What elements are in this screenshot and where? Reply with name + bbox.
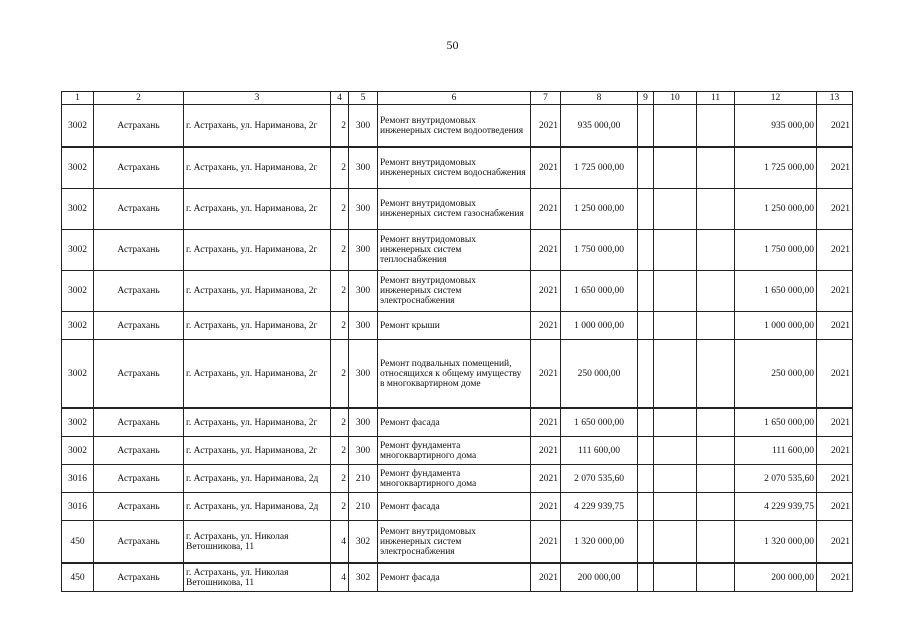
column-10-cell [654,189,697,230]
column-11-cell [697,147,735,189]
column-4-cell: 2 [331,147,349,189]
repair-program-table [61,91,853,592]
table-row [62,312,853,340]
table-row [62,493,853,521]
city-cell: Астрахань [94,230,184,271]
object-id-cell: 450 [62,521,94,564]
column-4-cell: 2 [331,493,349,521]
table-row [62,189,853,230]
column-4-cell: 4 [331,563,349,592]
amount-cell: 250 000,00 [561,340,638,409]
completion-year-cell: 2021 [817,312,853,340]
year-cell: 2021 [531,230,561,271]
code-cell: 300 [349,408,378,437]
column-10-cell [654,563,697,592]
city-cell: Астрахань [94,189,184,230]
city-cell: Астрахань [94,408,184,437]
year-cell: 2021 [531,408,561,437]
object-id-cell: 3016 [62,493,94,521]
column-9-cell [638,340,654,409]
column-header: 2 [94,92,184,105]
table-row [62,437,853,465]
amount-cell: 2 070 535,60 [561,465,638,493]
code-cell: 300 [349,437,378,465]
completion-year-cell: 2021 [817,340,853,409]
total-cell: 111 600,00 [735,437,817,465]
column-10-cell [654,147,697,189]
column-header: 12 [735,92,817,105]
column-11-cell [697,230,735,271]
completion-year-cell: 2021 [817,437,853,465]
object-id-cell: 3002 [62,105,94,148]
column-10-cell [654,105,697,148]
table-row [62,230,853,271]
column-header: 7 [531,92,561,105]
work-type-cell: Ремонт внутридомовых инженерных систем теплоснабжения [378,230,531,271]
city-cell: Астрахань [94,340,184,409]
column-9-cell [638,271,654,312]
column-11-cell [697,493,735,521]
address-cell: г. Астрахань, ул. Нариманова, 2г [184,230,331,271]
column-4-cell: 2 [331,271,349,312]
address-cell: г. Астрахань, ул. Нариманова, 2г [184,312,331,340]
object-id-cell: 450 [62,563,94,592]
column-11-cell [697,340,735,409]
address-cell: г. Астрахань, ул. Нариманова, 2г [184,147,331,189]
total-cell: 1 320 000,00 [735,521,817,564]
completion-year-cell: 2021 [817,563,853,592]
total-cell: 935 000,00 [735,105,817,148]
table-row [62,271,853,312]
year-cell: 2021 [531,437,561,465]
column-10-cell [654,521,697,564]
object-id-cell: 3002 [62,408,94,437]
work-type-cell: Ремонт фундамента многоквартирного дома [378,437,531,465]
object-id-cell: 3002 [62,147,94,189]
year-cell: 2021 [531,312,561,340]
object-id-cell: 3002 [62,189,94,230]
address-cell: г. Астрахань, ул. Нариманова, 2г [184,271,331,312]
code-cell: 302 [349,521,378,564]
object-id-cell: 3002 [62,312,94,340]
column-9-cell [638,105,654,148]
total-cell: 250 000,00 [735,340,817,409]
code-cell: 300 [349,312,378,340]
total-cell: 1 250 000,00 [735,189,817,230]
column-11-cell [697,563,735,592]
year-cell: 2021 [531,105,561,148]
year-cell: 2021 [531,147,561,189]
column-9-cell [638,465,654,493]
total-cell: 2 070 535,60 [735,465,817,493]
object-id-cell: 3002 [62,340,94,409]
work-type-cell: Ремонт внутридомовых инженерных систем электроснабжения [378,521,531,564]
column-10-cell [654,493,697,521]
column-header: 9 [638,92,654,105]
city-cell: Астрахань [94,521,184,564]
work-type-cell: Ремонт подвальных помещений, относящихся к общему имуществу в многоквартирном доме [378,340,531,409]
column-header: 6 [378,92,531,105]
code-cell: 302 [349,563,378,592]
completion-year-cell: 2021 [817,105,853,148]
column-number-row [62,92,853,105]
column-9-cell [638,312,654,340]
city-cell: Астрахань [94,105,184,148]
column-4-cell: 2 [331,408,349,437]
total-cell: 1 750 000,00 [735,230,817,271]
column-9-cell [638,230,654,271]
amount-cell: 935 000,00 [561,105,638,148]
column-10-cell [654,230,697,271]
column-10-cell [654,271,697,312]
city-cell: Астрахань [94,493,184,521]
completion-year-cell: 2021 [817,493,853,521]
table-row [62,147,853,189]
address-cell: г. Астрахань, ул. Николая Ветошникова, 11 [184,521,331,564]
total-cell: 1 650 000,00 [735,408,817,437]
work-type-cell: Ремонт фундамента многоквартирного дома [378,465,531,493]
object-id-cell: 3016 [62,465,94,493]
city-cell: Астрахань [94,312,184,340]
column-9-cell [638,147,654,189]
column-header: 11 [697,92,735,105]
address-cell: г. Астрахань, ул. Нариманова, 2г [184,408,331,437]
column-10-cell [654,340,697,409]
column-header: 4 [331,92,349,105]
column-header: 5 [349,92,378,105]
column-10-cell [654,408,697,437]
work-type-cell: Ремонт фасада [378,493,531,521]
column-4-cell: 2 [331,312,349,340]
amount-cell: 1 000 000,00 [561,312,638,340]
address-cell: г. Астрахань, ул. Николая Ветошникова, 11 [184,563,331,592]
year-cell: 2021 [531,493,561,521]
code-cell: 210 [349,493,378,521]
address-cell: г. Астрахань, ул. Нариманова, 2г [184,105,331,148]
work-type-cell: Ремонт внутридомовых инженерных систем водоотведения [378,105,531,148]
amount-cell: 1 650 000,00 [561,271,638,312]
address-cell: г. Астрахань, ул. Нариманова, 2д [184,465,331,493]
amount-cell: 1 250 000,00 [561,189,638,230]
total-cell: 4 229 939,75 [735,493,817,521]
city-cell: Астрахань [94,147,184,189]
work-type-cell: Ремонт фасада [378,563,531,592]
table-row [62,521,853,564]
year-cell: 2021 [531,465,561,493]
column-header: 13 [817,92,853,105]
completion-year-cell: 2021 [817,271,853,312]
work-type-cell: Ремонт внутридомовых инженерных систем водоснабжения [378,147,531,189]
amount-cell: 1 725 000,00 [561,147,638,189]
completion-year-cell: 2021 [817,230,853,271]
table-row [62,563,853,592]
column-4-cell: 2 [331,465,349,493]
address-cell: г. Астрахань, ул. Нариманова, 2г [184,340,331,409]
completion-year-cell: 2021 [817,189,853,230]
page-number: 50 [446,38,459,52]
total-cell: 1 725 000,00 [735,147,817,189]
completion-year-cell: 2021 [817,465,853,493]
column-11-cell [697,312,735,340]
column-4-cell: 4 [331,521,349,564]
column-11-cell [697,189,735,230]
work-type-cell: Ремонт крыши [378,312,531,340]
total-cell: 1 650 000,00 [735,271,817,312]
column-9-cell [638,437,654,465]
total-cell: 1 000 000,00 [735,312,817,340]
column-10-cell [654,437,697,465]
code-cell: 300 [349,147,378,189]
table-row [62,105,853,148]
address-cell: г. Астрахань, ул. Нариманова, 2г [184,437,331,465]
year-cell: 2021 [531,563,561,592]
code-cell: 300 [349,105,378,148]
amount-cell: 1 320 000,00 [561,521,638,564]
amount-cell: 4 229 939,75 [561,493,638,521]
completion-year-cell: 2021 [817,147,853,189]
work-type-cell: Ремонт внутридомовых инженерных систем электроснабжения [378,271,531,312]
column-4-cell: 2 [331,437,349,465]
completion-year-cell: 2021 [817,521,853,564]
object-id-cell: 3002 [62,437,94,465]
column-9-cell [638,521,654,564]
completion-year-cell: 2021 [817,408,853,437]
amount-cell: 200 000,00 [561,563,638,592]
object-id-cell: 3002 [62,271,94,312]
column-10-cell [654,312,697,340]
work-type-cell: Ремонт фасада [378,408,531,437]
city-cell: Астрахань [94,437,184,465]
column-9-cell [638,563,654,592]
column-9-cell [638,493,654,521]
year-cell: 2021 [531,189,561,230]
code-cell: 300 [349,340,378,409]
code-cell: 210 [349,465,378,493]
column-4-cell: 2 [331,340,349,409]
column-11-cell [697,408,735,437]
column-10-cell [654,465,697,493]
column-4-cell: 2 [331,105,349,148]
code-cell: 300 [349,230,378,271]
year-cell: 2021 [531,271,561,312]
amount-cell: 1 750 000,00 [561,230,638,271]
column-header: 3 [184,92,331,105]
amount-cell: 1 650 000,00 [561,408,638,437]
year-cell: 2021 [531,340,561,409]
amount-cell: 111 600,00 [561,437,638,465]
year-cell: 2021 [531,521,561,564]
address-cell: г. Астрахань, ул. Нариманова, 2д [184,493,331,521]
column-header: 1 [62,92,94,105]
column-11-cell [697,437,735,465]
code-cell: 300 [349,271,378,312]
total-cell: 200 000,00 [735,563,817,592]
work-type-cell: Ремонт внутридомовых инженерных систем газоснабжения [378,189,531,230]
table-row [62,408,853,437]
column-11-cell [697,271,735,312]
column-4-cell: 2 [331,230,349,271]
column-4-cell: 2 [331,189,349,230]
city-cell: Астрахань [94,465,184,493]
column-header: 10 [654,92,697,105]
column-header: 8 [561,92,638,105]
column-9-cell [638,189,654,230]
table-row [62,340,853,409]
column-9-cell [638,408,654,437]
city-cell: Астрахань [94,271,184,312]
table-row [62,465,853,493]
address-cell: г. Астрахань, ул. Нариманова, 2г [184,189,331,230]
column-11-cell [697,465,735,493]
column-11-cell [697,521,735,564]
object-id-cell: 3002 [62,230,94,271]
code-cell: 300 [349,189,378,230]
column-11-cell [697,105,735,148]
city-cell: Астрахань [94,563,184,592]
